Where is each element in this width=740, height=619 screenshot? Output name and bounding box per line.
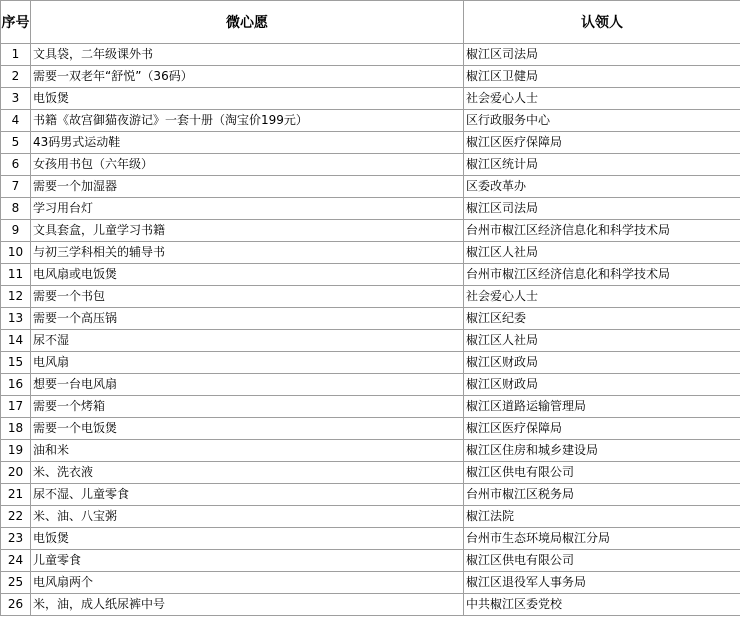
wish-cell: 儿童零食 — [31, 550, 464, 572]
row-number: 26 — [1, 594, 31, 616]
table-row — [1, 66, 740, 88]
adopter-cell: 椒江区人社局 — [464, 242, 740, 264]
table-row — [1, 132, 740, 154]
wish-cell: 文具袋，二年级课外书 — [31, 44, 464, 66]
wish-cell: 尿不湿 — [31, 330, 464, 352]
wish-cell: 需要一个电饭煲 — [31, 418, 464, 440]
adopter-cell: 椒江区供电有限公司 — [464, 550, 740, 572]
adopter-cell: 椒江区供电有限公司 — [464, 462, 740, 484]
adopter-cell: 椒江区卫健局 — [464, 66, 740, 88]
table-row — [1, 264, 740, 286]
row-number: 13 — [1, 308, 31, 330]
wish-cell: 需要一个书包 — [31, 286, 464, 308]
row-number: 21 — [1, 484, 31, 506]
row-number: 19 — [1, 440, 31, 462]
row-number: 9 — [1, 220, 31, 242]
row-number: 17 — [1, 396, 31, 418]
table-row — [1, 484, 740, 506]
wish-cell: 需要一个烤箱 — [31, 396, 464, 418]
row-number: 10 — [1, 242, 31, 264]
table-row — [1, 330, 740, 352]
table-row — [1, 198, 740, 220]
adopter-cell: 椒江区司法局 — [464, 44, 740, 66]
table-row — [1, 220, 740, 242]
table-row — [1, 242, 740, 264]
adopter-cell: 椒江区司法局 — [464, 198, 740, 220]
row-number: 15 — [1, 352, 31, 374]
table-row — [1, 396, 740, 418]
adopter-cell: 台州市生态环境局椒江分局 — [464, 528, 740, 550]
table-row — [1, 154, 740, 176]
adopter-cell: 区行政服务中心 — [464, 110, 740, 132]
wish-cell: 油和米 — [31, 440, 464, 462]
table-row — [1, 176, 740, 198]
row-number: 16 — [1, 374, 31, 396]
table-row — [1, 352, 740, 374]
table-row — [1, 528, 740, 550]
table-row — [1, 88, 740, 110]
wish-cell: 书籍《故宫御猫夜游记》一套十册（淘宝价199元） — [31, 110, 464, 132]
adopter-cell: 台州市椒江区经济信息化和科学技术局 — [464, 264, 740, 286]
wish-cell: 电风扇 — [31, 352, 464, 374]
row-number: 25 — [1, 572, 31, 594]
row-number: 22 — [1, 506, 31, 528]
row-number: 20 — [1, 462, 31, 484]
wish-cell: 43码男式运动鞋 — [31, 132, 464, 154]
table-row — [1, 308, 740, 330]
adopter-cell: 椒江区财政局 — [464, 352, 740, 374]
adopter-cell: 椒江区医疗保障局 — [464, 132, 740, 154]
table-row — [1, 44, 740, 66]
row-number: 24 — [1, 550, 31, 572]
table-row — [1, 550, 740, 572]
adopter-cell: 椒江区住房和城乡建设局 — [464, 440, 740, 462]
wish-cell: 文具套盒，儿童学习书籍 — [31, 220, 464, 242]
wish-cell: 尿不湿、儿童零食 — [31, 484, 464, 506]
wish-cell: 米、洗衣液 — [31, 462, 464, 484]
row-number: 14 — [1, 330, 31, 352]
table-row — [1, 506, 740, 528]
row-number: 4 — [1, 110, 31, 132]
table-row — [1, 572, 740, 594]
wish-cell: 学习用台灯 — [31, 198, 464, 220]
row-number: 11 — [1, 264, 31, 286]
adopter-cell: 台州市椒江区经济信息化和科学技术局 — [464, 220, 740, 242]
adopter-cell: 椒江法院 — [464, 506, 740, 528]
table-row — [1, 462, 740, 484]
wish-cell: 米，油，成人纸尿裤中号 — [31, 594, 464, 616]
header-no: 序号 — [1, 1, 31, 44]
header-wish: 微心愿 — [31, 1, 464, 44]
row-number: 8 — [1, 198, 31, 220]
row-number: 5 — [1, 132, 31, 154]
adopter-cell: 椒江区人社局 — [464, 330, 740, 352]
wish-cell: 女孩用书包（六年级） — [31, 154, 464, 176]
table-row — [1, 440, 740, 462]
adopter-cell: 椒江区统计局 — [464, 154, 740, 176]
row-number: 7 — [1, 176, 31, 198]
header-row — [1, 1, 740, 44]
row-number: 1 — [1, 44, 31, 66]
wish-cell: 电风扇两个 — [31, 572, 464, 594]
row-number: 23 — [1, 528, 31, 550]
header-adopter: 认领人 — [464, 1, 740, 44]
wish-cell: 想要一台电风扇 — [31, 374, 464, 396]
wish-cell: 与初三学科相关的辅导书 — [31, 242, 464, 264]
table-row — [1, 374, 740, 396]
wish-cell: 需要一个加湿器 — [31, 176, 464, 198]
adopter-cell: 区委改革办 — [464, 176, 740, 198]
row-number: 12 — [1, 286, 31, 308]
wish-cell: 米、油、八宝粥 — [31, 506, 464, 528]
adopter-cell: 椒江区道路运输管理局 — [464, 396, 740, 418]
table-row — [1, 418, 740, 440]
adopter-cell: 椒江区财政局 — [464, 374, 740, 396]
adopter-cell: 台州市椒江区税务局 — [464, 484, 740, 506]
adopter-cell: 椒江区退役军人事务局 — [464, 572, 740, 594]
table-row — [1, 286, 740, 308]
wish-cell: 电饭煲 — [31, 88, 464, 110]
wish-cell: 需要一双老年“舒悦”（36码） — [31, 66, 464, 88]
adopter-cell: 中共椒江区委党校 — [464, 594, 740, 616]
wish-cell: 需要一个高压锅 — [31, 308, 464, 330]
row-number: 3 — [1, 88, 31, 110]
row-number: 2 — [1, 66, 31, 88]
wish-cell: 电风扇或电饭煲 — [31, 264, 464, 286]
row-number: 18 — [1, 418, 31, 440]
adopter-cell: 社会爱心人士 — [464, 88, 740, 110]
adopter-cell: 椒江区医疗保障局 — [464, 418, 740, 440]
adopter-cell: 社会爱心人士 — [464, 286, 740, 308]
table-row — [1, 594, 740, 616]
row-number: 6 — [1, 154, 31, 176]
adopter-cell: 椒江区纪委 — [464, 308, 740, 330]
wish-cell: 电饭煲 — [31, 528, 464, 550]
table-row — [1, 110, 740, 132]
